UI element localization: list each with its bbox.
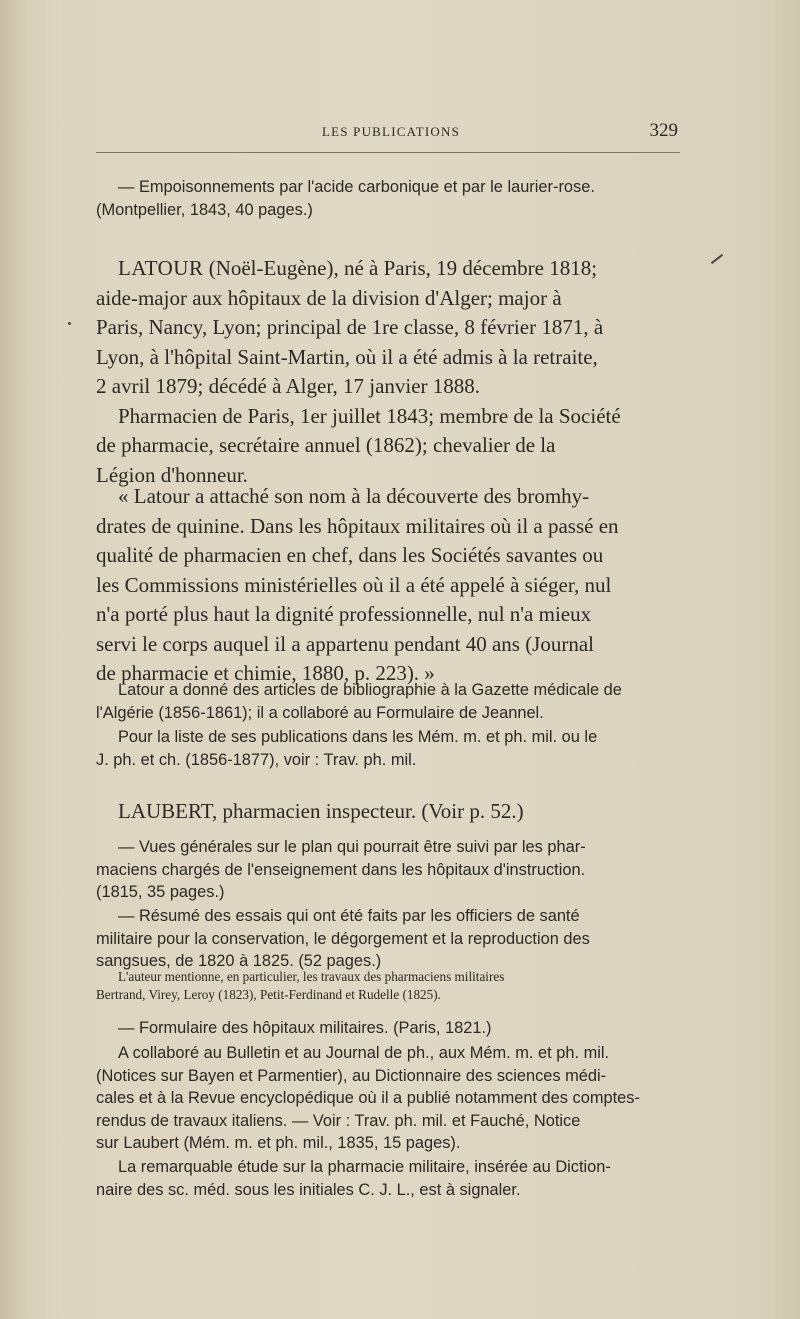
text-line: n'a porté plus haut la dignité professionnelle, nul n'a mieux [96, 602, 592, 626]
text-line: Latour a donné des articles de bibliographie à la Gazette médicale de [118, 681, 622, 699]
latour-note-articles [96, 679, 681, 724]
latour-quotation [96, 482, 681, 689]
running-title: LES PUBLICATIONS [322, 124, 461, 139]
text-line: sangsues, de 1820 à 1825. (52 pages.) [96, 952, 382, 970]
text-line: les Commissions ministérielles où il a été appelé à siéger, nul [96, 572, 612, 597]
text-line: naire des sc. méd. sous les initiales C. J. L., est à signaler. [96, 1180, 521, 1199]
text-line: Bertrand, Virey, Leroy (1823), Petit-Ferdinand et Rudelle (1825). [96, 987, 441, 1002]
running-header [96, 118, 680, 148]
entry-heading [96, 254, 681, 284]
text-line: « Latour a attaché son nom à la découverte des bromhy- [118, 484, 590, 508]
text-line: — Vues générales sur le plan qui pourrait être suivi par les phar- [118, 838, 586, 856]
latour-note-publications [96, 726, 681, 771]
text-line: (1815, 35 pages.) [96, 883, 225, 901]
text-line: 2 avril 1879; décédé à Alger, 17 janvier 1888. [96, 374, 481, 398]
work-vues-generales [96, 836, 681, 904]
fine-print-note [96, 968, 681, 1004]
text-line: La remarquable étude sur la pharmacie militaire, insérée au Diction- [118, 1158, 611, 1176]
text-fragment: (Noël-Eugène), né à Paris, 19 décembre 1818; [203, 256, 598, 280]
text-line: — Résumé des essais qui ont été faits par les officiers de santé [118, 907, 580, 925]
text-line: sur Laubert (Mém. m. et ph. mil., 1835, 15 pages). [96, 1134, 461, 1152]
text-line: Paris, Nancy, Lyon; principal de 1re classe, 8 février 1871, à [96, 315, 604, 339]
text-line: — Formulaire des hôpitaux militaires. (Paris, 1821.) [118, 1019, 492, 1037]
text-line: rendus de travaux italiens. — Voir : Trav. ph. mil. et Fauché, Notice [96, 1111, 581, 1130]
text-line: militaire pour la conservation, le dégorgement et la reproduction des [96, 929, 590, 948]
text-line: l'Algérie (1856-1861); il a collaboré au Formulaire de Jeannel. [96, 703, 544, 722]
text-line: Pour la liste de ses publications dans les Mém. m. et ph. mil. ou le [118, 728, 598, 746]
text-line: servi le corps auquel il a appartenu pendant 40 ans (Journal [96, 631, 595, 656]
text-line: maciens chargés de l'enseignement dans les hôpitaux d'instruction. [96, 860, 586, 879]
page-number: 329 [649, 120, 678, 141]
laubert-collaborations [96, 1042, 681, 1155]
text-line: de pharmacie et chimie, 1880, p. 223). » [96, 661, 435, 685]
entry-heading: LAUBERT, pharmacien inspecteur. (Voir p. 52.) [118, 799, 524, 823]
margin-speck [68, 322, 71, 325]
text-line: A collaboré au Bulletin et au Journal de ph., aux Mém. m. et ph. mil. [118, 1044, 610, 1062]
entry-latour [96, 254, 681, 490]
text-line: Pharmacien de Paris, 1er juillet 1843; membre de la Société [118, 403, 621, 428]
text-line: Lyon, à l'hôpital Saint-Martin, où il a été admis à la retraite, [96, 344, 598, 369]
work-empoisonnements [96, 176, 681, 221]
text-line: L'auteur mentionne, en particulier, les travaux des pharmaciens militaires [118, 969, 505, 984]
text-line: de pharmacie, secrétaire annuel (1862); chevalier de la [96, 433, 556, 457]
entry-name: LATOUR [118, 256, 204, 280]
text-line: Légion d'honneur. [96, 462, 248, 487]
text-line: (Notices sur Bayen et Parmentier), au Dictionnaire des sciences médi- [96, 1066, 607, 1085]
text-line: — Empoisonnements par l'acide carbonique et par le laurier-rose. [118, 178, 595, 196]
text-line: cales et à la Revue encyclopédique où il a publié notamment des comptes- [96, 1089, 640, 1107]
laubert-remark [96, 1156, 681, 1201]
text-line: (Montpellier, 1843, 40 pages.) [96, 200, 313, 219]
header-rule [96, 152, 680, 153]
margin-pencil-mark [711, 254, 723, 264]
work-resume-essais [96, 905, 681, 973]
text-line: J. ph. et ch. (1856-1877), voir : Trav. ph. mil. [96, 750, 417, 769]
entry-laubert [96, 797, 681, 827]
text-line: qualité de pharmacien en chef, dans les Sociétés savantes ou [96, 543, 604, 567]
work-formulaire [96, 1017, 681, 1040]
text-line: aide-major aux hôpitaux de la division d'Alger; major à [96, 285, 562, 310]
text-line: drates de quinine. Dans les hôpitaux militaires où il a passé en [96, 513, 619, 538]
